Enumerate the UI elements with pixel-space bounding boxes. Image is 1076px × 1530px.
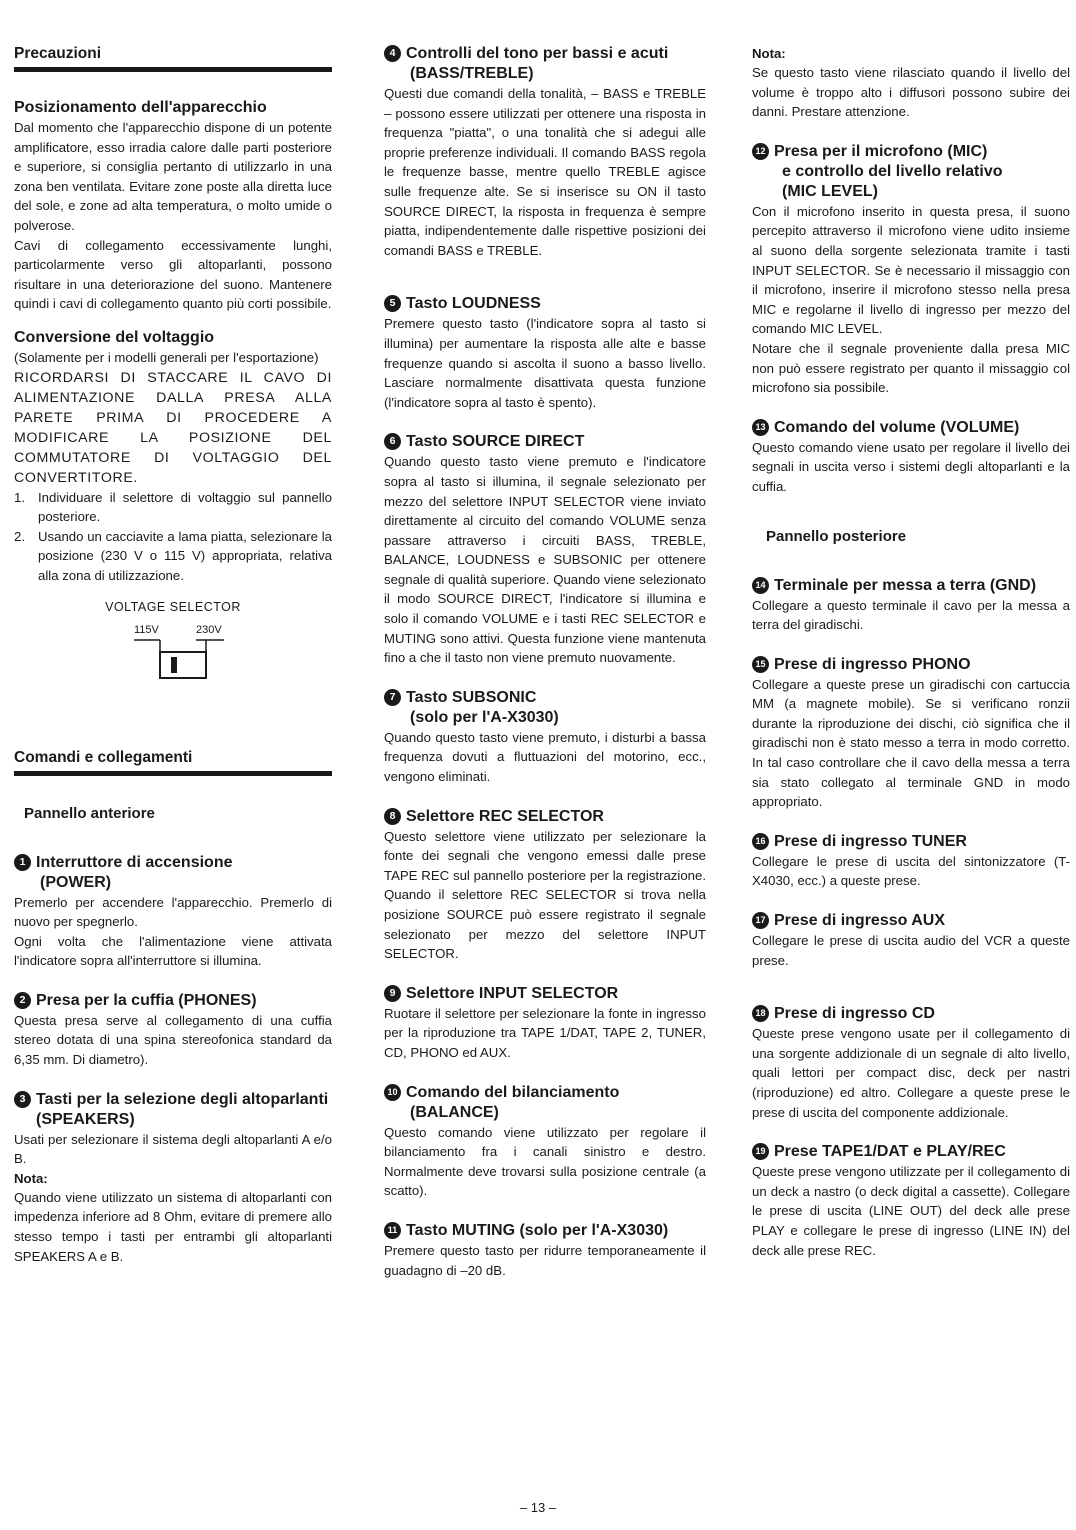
list-item: 1. Individuare il selettore di voltaggio sul pannello posteriore. — [14, 489, 332, 525]
item-heading-13: 13 Comando del volume (VOLUME) — [752, 418, 1070, 438]
number-badge-icon: 3 — [14, 1091, 31, 1108]
voltage-selector-diagram — [14, 600, 332, 680]
item-text-4: Questi due comandi della tonalità, – BASS e TREBLE – possono essere utilizzati per ottenere una risposta in frequenza "piatta", o una tonalità che si adegui alle proprie preferenze individuali. Il comando BASS regola le frequenze basse, mentre quello TREBLE agisce sulle frequenze alte. Se si inserisce su ON il tasto SOURCE DIRECT, la risposta in frequenza è sempre piatta, indipendentemente dalle rispettive posizioni dei comandi BASS e TREBLE. — [384, 86, 706, 258]
column-right — [752, 44, 1070, 1260]
item-text-12b: Notare che il segnale proveniente dalla presa MIC non può essere registrato per quanto il missaggio col microfono sia possibile. — [752, 340, 1070, 396]
heading-posizionamento: Posizionamento dell'apparecchio — [14, 99, 267, 116]
item-text-11: Premere questo tasto per ridurre temporaneamente il guadagno di –20 dB. — [384, 1242, 706, 1278]
item-heading-12: 12 Presa per il microfono (MIC) e controllo del livello relativo (MIC LEVEL) — [752, 142, 1070, 202]
number-badge-icon: 12 — [752, 143, 769, 160]
item-text-8: Questo selettore viene utilizzato per selezionare la fonte dei segnali che vengono emessi dalle prese TAPE REC sul pannello posteriore per la registrazione. Quando il selettore REC SELECTOR si trova nella posizione SOURCE può essere registrato il segnale selezionato per mezzo del selettore INPUT SELECTOR. — [384, 828, 706, 962]
voltage-option-230: 230V — [196, 623, 222, 636]
item-heading-5: 5 Tasto LOUDNESS — [384, 294, 706, 314]
item-heading-17: 17 Prese di ingresso AUX — [752, 911, 1070, 931]
page-number: – 13 – — [519, 1500, 557, 1515]
item-text-10: Questo comando viene utilizzato per regolare il bilanciamento fra i canali sinistro e destro. Normalmente deve trovarsi sulla posizione centrale (a scatto). — [384, 1124, 706, 1199]
number-badge-icon: 4 — [384, 45, 401, 62]
number-badge-icon: 17 — [752, 912, 769, 929]
number-badge-icon: 10 — [384, 1084, 401, 1101]
section-title-comandi: Comandi e collegamenti — [14, 748, 193, 766]
item-text-1a: Premerlo per accendere l'apparecchio. Premerlo di nuovo per spegnerlo. — [14, 894, 332, 930]
nota-label: Nota: — [14, 1170, 48, 1186]
item-heading-15: 15 Prese di ingresso PHONO — [752, 655, 1070, 675]
number-badge-icon: 2 — [14, 992, 31, 1009]
item-heading-2: 2 Presa per la cuffia (PHONES) — [14, 991, 332, 1011]
column-left — [14, 44, 332, 1266]
number-badge-icon: 18 — [752, 1005, 769, 1022]
item-text-14: Collegare a questo terminale il cavo per la messa a terra del giradischi. — [752, 597, 1070, 633]
number-badge-icon: 13 — [752, 419, 769, 436]
item-text-5: Premere questo tasto (l'indicatore sopra al tasto si illumina) per aumentare la risposta alle alte e basse frequenze quando si ascolta il suono a basso livello. Lasciare normalmente disattivata questa funzione (l'indicatore sopra al tasto è spento). — [384, 316, 706, 410]
number-badge-icon: 11 — [384, 1222, 401, 1239]
item-text-7: Quando questo tasto viene premuto, i disturbi a bassa frequenza dovuti a fluttuazioni del motorino, ecc., vengono eliminati. — [384, 729, 706, 785]
conversione-note: (Solamente per i modelli generali per l'esportazione) — [14, 349, 319, 365]
item-text-2: Questa presa serve al collegamento di una cuffia stereo dotata di una spina stereofonica standard da 6,35 mm. Di diametro). — [14, 1012, 332, 1068]
item-text-17: Collegare le prese di uscita audio del VCR a queste prese. — [752, 933, 1070, 968]
number-badge-icon: 7 — [384, 689, 401, 706]
posizionamento-text-2: Cavi di collegamento eccessivamente lunghi, particolarmente verso gli altoparlanti, possono risultare in una deteriorazione del suono. Mantenere quindi i cavi di collegamento quanto più corti possibile. — [14, 237, 332, 312]
item-heading-8: 8 Selettore REC SELECTOR — [384, 807, 706, 827]
heading-conversione: Conversione del voltaggio — [14, 328, 215, 346]
item-text-3-note: Quando viene utilizzato un sistema di altoparlanti con impedenza inferiore ad 8 Ohm, evitare di premere allo stesso tempo i tasti per entrambi gli altoparlanti SPEAKERS A e B. — [14, 1189, 332, 1264]
item-heading-18: 18 Prese di ingresso CD — [752, 1004, 1070, 1024]
heading-pannello-anteriore: Pannello anteriore — [24, 804, 155, 822]
item-text-1b: Ogni volta che l'alimentazione viene attivata l'indicatore sopra all'interruttore si illumina. — [14, 933, 332, 969]
item-heading-3: 3 Tasti per la selezione degli altoparlanti (SPEAKERS) — [14, 1090, 332, 1130]
item-text-19: Queste prese vengono utilizzate per il collegamento di un deck a nastro (o deck digital a cassette). Collegare le prese di uscita (LINE OUT) del deck alle prese PLAY e collegare le prese di ingresso (LINE IN) del deck alle prese REC. — [752, 1164, 1070, 1258]
section-title-precauzioni: Precauzioni — [14, 45, 101, 62]
item-text-9: Ruotare il selettore per selezionare la fonte in ingresso per la riproduzione tra TAPE 1/DAT, TAPE 2, TUNER, CD, PHONO ed AUX. — [384, 1005, 706, 1060]
column-middle — [384, 44, 706, 1280]
voltage-selector-label: VOLTAGE SELECTOR — [105, 599, 241, 614]
number-badge-icon: 16 — [752, 833, 769, 850]
item-heading-9: 9 Selettore INPUT SELECTOR — [384, 984, 706, 1004]
number-badge-icon: 19 — [752, 1143, 769, 1160]
item-text-6: Quando questo tasto viene premuto e l'indicatore sopra al tasto si illumina, il segnale selezionato per mezzo del selettore INPUT SELECTOR viene inviato direttamente al circuito del comando VOLUME senza passare attraverso i circuiti BASS, TREBLE, BALANCE, LOUDNESS e SUBSONIC per ottenere segnale di qualità superiore. Quando viene selezionato il modo SOURCE DIRECT, l'indicatore si illumina e solo il comando VOLUME e i tasti REC SELECTOR e MUTING sono attivi. Questa funzione viene mantenuta fino a che il tasto non viene premuto nuovamente. — [384, 454, 706, 666]
item-text-16: Collegare le prese di uscita del sintonizzatore (T-X4030, ecc.) a queste prese. — [752, 853, 1070, 889]
item-heading-14: 14 Terminale per messa a terra (GND) — [752, 576, 1070, 596]
item-heading-19: 19 Prese TAPE1/DAT e PLAY/REC — [752, 1142, 1070, 1162]
item-heading-4: 4 Controlli del tono per bassi e acuti (BASS/TREBLE) — [384, 44, 706, 84]
number-badge-icon: 5 — [384, 295, 401, 312]
item-heading-11: 11 Tasto MUTING (solo per l'A-X3030) — [384, 1221, 706, 1241]
item-text-13: Questo comando viene usato per regolare il livello dei segnali in uscita verso i sistemi degli altoparlanti e la cuffia. — [752, 439, 1070, 494]
item-text-12: Con il microfono inserito in questa presa, il suono percepito attraverso il microfono viene udito insieme al suono della sorgente selezionata tramite i tasti INPUT SELECTOR. Se è necessario il missaggio con il microfono, inserire il microfono stesso nella presa MIC e regolarne il livello di ingresso per mezzo del comando MIC LEVEL. — [752, 203, 1070, 337]
nota-label: Nota: — [752, 46, 786, 61]
item-heading-1: 1 Interruttore di accensione (POWER) — [14, 853, 332, 893]
conversione-warning: RICORDARSI DI STACCARE IL CAVO DI ALIMENTAZIONE DALLA PRESA ALLA PARETE PRIMA DI PROCEDERE A MODIFICARE LA POSIZIONE DEL COMMUTATORE DI VOLTAGGIO DEL CONVERTITORE. — [14, 369, 332, 486]
item-text-3: Usati per selezionare il sistema degli altoparlanti A e/o B. — [14, 1131, 332, 1167]
item-heading-6: 6 Tasto SOURCE DIRECT — [384, 432, 706, 452]
heading-pannello-posteriore: Pannello posteriore — [766, 527, 907, 545]
list-item: 2. Usando un cacciavite a lama piatta, selezionare la posizione (230 V o 115 V) appropriata, relativa alla zona di utilizzazione. — [14, 528, 332, 583]
item-heading-7: 7 Tasto SUBSONIC (solo per l'A-X3030) — [384, 688, 706, 728]
number-badge-icon: 8 — [384, 808, 401, 825]
number-badge-icon: 6 — [384, 433, 401, 450]
item-heading-10: 10 Comando del bilanciamento (BALANCE) — [384, 1083, 706, 1123]
nota-text: Se questo tasto viene rilasciato quando il livello del volume è troppo alto i diffusori possono subire dei danni. Prestare attenzione. — [752, 65, 1070, 120]
voltage-switch-icon — [14, 600, 332, 680]
number-badge-icon: 9 — [384, 985, 401, 1002]
item-heading-16: 16 Prese di ingresso TUNER — [752, 832, 1070, 852]
item-text-15: Collegare a queste prese un giradischi con cartuccia MM (a magnete mobile). Se si verificano ronzii durante la riproduzione dei dischi, ciò significa che il giradischi non è stato messo a terra in modo corretto. In tal caso controllare che il cavo della messa a terra sia stato collegato al terminale GND in modo appropriato. — [752, 676, 1070, 810]
posizionamento-text-1: Dal momento che l'apparecchio dispone di un potente amplificatore, esso irradia calore dalle parti posteriore e superiore, si consiglia pertanto di utilizzarlo in una zona ben ventilata. Evitare zone poste alla diretta luce del sole, e zone ad alta temperatura, o molto umide o polverose. — [14, 120, 332, 233]
number-badge-icon: 14 — [752, 577, 769, 594]
voltage-option-115: 115V — [134, 623, 159, 636]
item-text-18: Queste prese vengono usate per il collegamento di una sorgente addizionale di un segnale di alto livello, quali lettori per compact disc, deck per nastri (riproduzione) ed altro. Collegare a queste prese le prese di uscita del componente addizionale. — [752, 1026, 1070, 1120]
steps-list — [14, 488, 332, 586]
number-badge-icon: 15 — [752, 656, 769, 673]
number-badge-icon: 1 — [14, 854, 31, 871]
